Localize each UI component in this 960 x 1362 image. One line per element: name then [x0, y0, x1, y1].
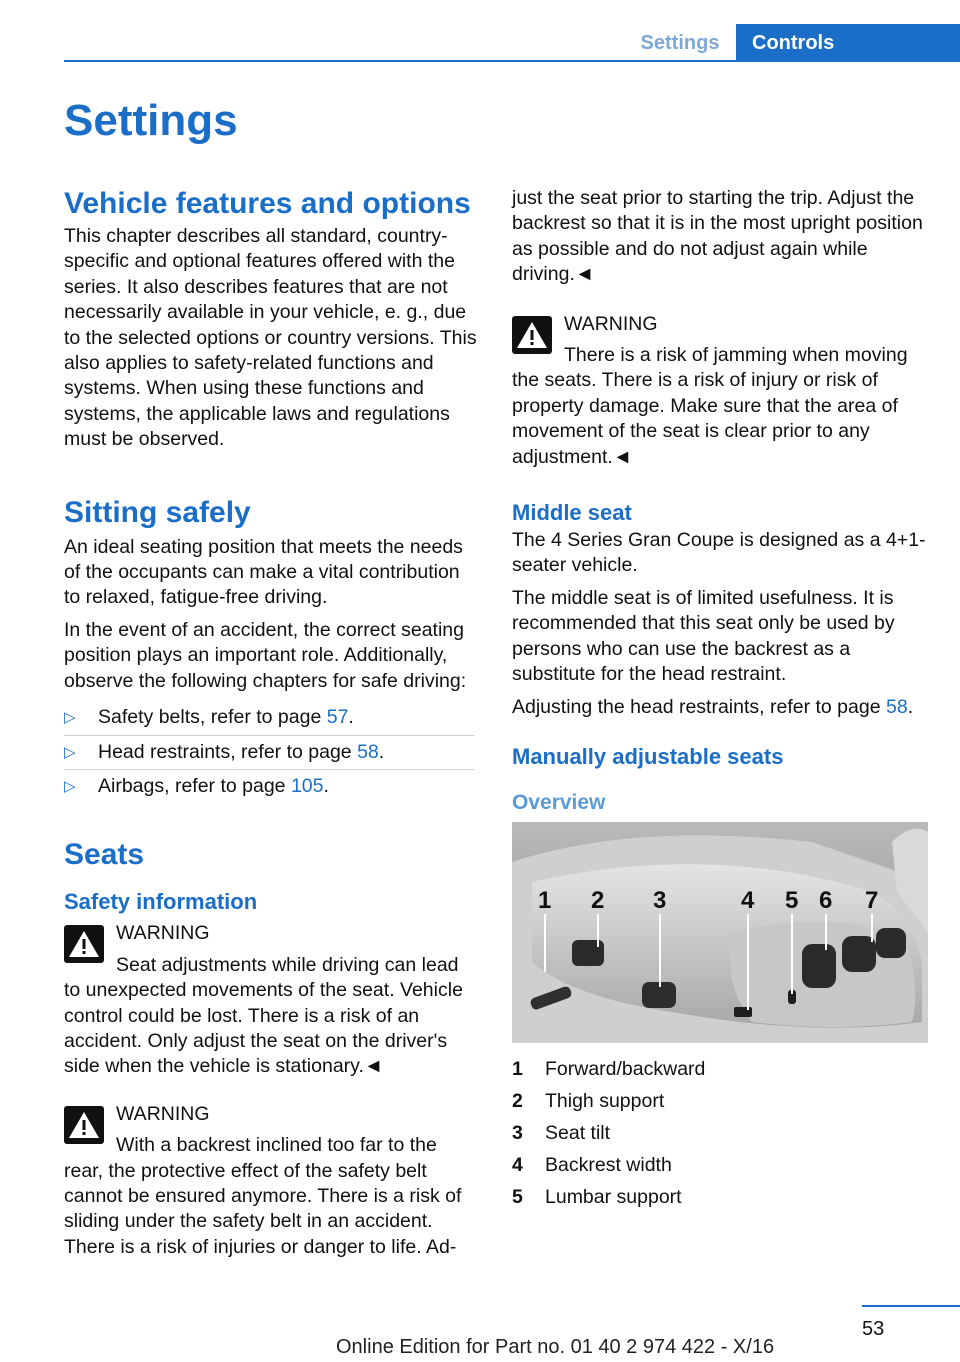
warning-block: [64, 1102, 478, 1260]
warning-block: [512, 312, 928, 470]
middle-seat-text-3: Adjusting the head restraints, refer to page 58.: [512, 695, 914, 718]
warning-label: WARNING: [564, 312, 658, 335]
warning-icon: [64, 925, 104, 963]
list-item: ▷ Airbags, refer to page 105.: [64, 773, 478, 799]
header-rule: [64, 60, 960, 62]
arrow-icon: ▷: [64, 777, 76, 795]
seats-heading: Seats: [64, 838, 145, 872]
tab-controls[interactable]: Controls: [736, 24, 960, 62]
image-number: 6: [819, 886, 833, 914]
page-link-58[interactable]: 58: [357, 740, 379, 763]
middle-seat-text-2: The middle seat is of limited usefulness. It is recommended that this seat only be used by persons who can use the backrest as a substitute for the head restraint.: [512, 586, 895, 686]
seat-legend: [512, 1053, 928, 1213]
manual-seats-heading: Manually adjustable seats: [512, 743, 784, 769]
middle-seat-text-1: The 4 Series Gran Coupe is designed as a 4+1-seater vehicle.: [512, 529, 926, 577]
overview-heading: Overview: [512, 790, 606, 814]
image-number: 1: [538, 886, 552, 914]
warning-icon: [512, 316, 552, 354]
warning-text: With a backrest inclined too far to the rear, the protective effect of the safety belt cannot be ensured anymore. There is a risk of sliding under the safety belt in an accident. There is a risk of injuries or danger to life. Ad-: [64, 1134, 462, 1258]
footer-edition: Online Edition for Part no. 01 40 2 974 422 - X/16: [336, 1336, 775, 1358]
image-number: 2: [591, 886, 605, 914]
list-item: ▷ Safety belts, refer to page 57.: [64, 704, 478, 730]
page-number-rule: [862, 1305, 960, 1307]
legend-item: 3 Seat tilt: [512, 1121, 611, 1144]
page-link-57[interactable]: 57: [326, 706, 349, 729]
page-link-105[interactable]: 105: [290, 774, 324, 797]
page-title: Settings: [64, 96, 238, 145]
warning-label: WARNING: [116, 922, 210, 945]
middle-seat-heading: Middle seat: [512, 500, 632, 526]
sitting-safely-text-2: In the event of an accident, the correct seating position plays an important role. Additionally, observe the following chapters for safe driving:: [64, 618, 467, 692]
warning-text: There is a risk of jamming when moving the seats. There is a risk of injury or risk of property damage. Make sure that the area of movement of the seat is clear prior to any adjustment.◄: [512, 344, 908, 468]
warning-continuation: just the seat prior to starting the trip. Adjust the backrest so that it is in the most upright position as possible and do not adjust again while driving.◄: [512, 187, 923, 286]
image-number: 4: [741, 886, 755, 914]
arrow-icon: ▷: [64, 743, 76, 761]
page-number: 53: [862, 1318, 885, 1340]
legend-item: 4 Backrest width: [512, 1153, 672, 1176]
left-column: [64, 184, 478, 1270]
right-column: [512, 186, 928, 1213]
legend-item: 5 Lumbar support: [512, 1185, 682, 1208]
list-item: ▷ Head restraints, refer to page 58.: [64, 739, 478, 765]
seat-controls-image: [512, 822, 928, 1043]
warning-block: [64, 921, 478, 1079]
legend-item: 1 Forward/backward: [512, 1057, 706, 1080]
tab-settings[interactable]: Settings: [640, 32, 720, 54]
chapter-list: [64, 704, 478, 799]
warning-icon: [64, 1106, 104, 1144]
warning-label: WARNING: [116, 1102, 210, 1125]
page-link-58[interactable]: 58: [885, 695, 908, 718]
vehicle-features-text: This chapter describes all standard, country-specific and optional features offered with the series. It also describes features that are not necessarily available in your vehicle, e. g., due to the selected options or country versions. This also applies to safety-related functions and systems. When using these functions and systems, the applicable laws and regulations must be observed.: [64, 225, 477, 451]
warning-text: Seat adjustments while driving can lead to unexpected movements of the seat. Vehicle control could be lost. There is a risk of an accident. Only adjust the seat on the driver's side when the vehicle is stationary.◄: [64, 953, 463, 1078]
arrow-icon: ▷: [64, 709, 76, 727]
legend-item: 2 Thigh support: [512, 1089, 665, 1112]
image-number: 7: [865, 886, 879, 914]
vehicle-features-heading: Vehicle features and options: [64, 187, 471, 220]
safety-information-heading: Safety information: [64, 889, 258, 915]
sitting-safely-text-1: An ideal seating position that meets the needs of the occupants can make a vital contribution to relaxed, fatigue-free driving.: [64, 535, 463, 609]
sitting-safely-heading: Sitting safely: [64, 495, 251, 529]
image-number: 5: [785, 886, 799, 914]
image-number: 3: [653, 886, 667, 914]
